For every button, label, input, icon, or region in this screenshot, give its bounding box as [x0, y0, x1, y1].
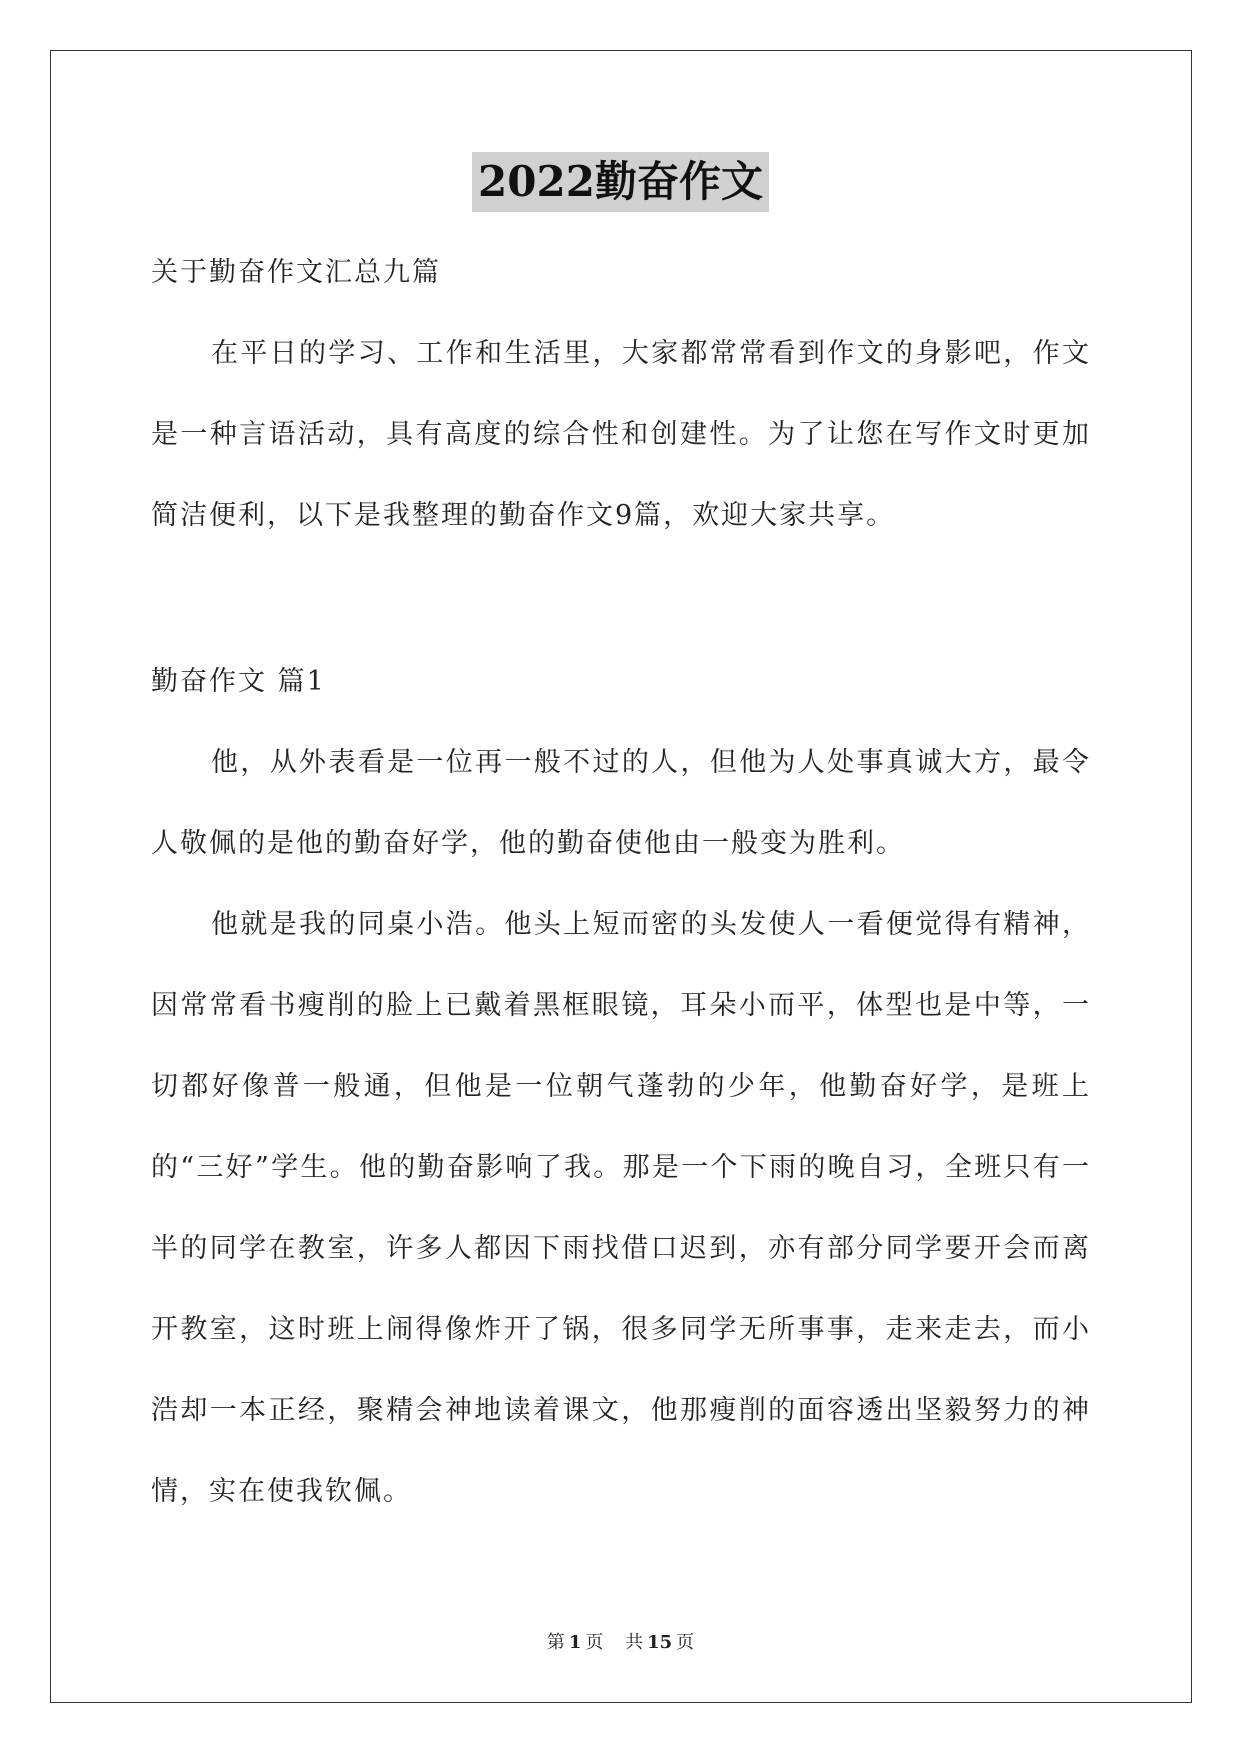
document-subtitle: 关于勤奋作文汇总九篇 — [151, 257, 441, 288]
total-label-prefix: 共 — [625, 1632, 644, 1653]
intro-paragraph: 在平日的学习、工作和生活里，大家都常常看到作文的身影吧，作文是一种言语活动，具有高度的综合性和创建性。为了让您在写作文时更加简洁便利，以下是我整理的勤奋作文9篇，欢迎大家共享。 — [151, 338, 1091, 531]
document-body — [151, 232, 1091, 1532]
document-title: 2022勤奋作文 — [472, 152, 769, 212]
page-indicator — [543, 1632, 608, 1653]
title-container — [0, 152, 1241, 212]
page-label-suffix: 页 — [585, 1632, 604, 1653]
section-heading: 勤奋作文 篇1 — [151, 666, 326, 697]
page-label-prefix: 第 — [546, 1632, 565, 1653]
body-paragraph: 他就是我的同桌小浩。他头上短而密的头发使人一看便觉得有精神，因常常看书瘦削的脸上已戴着黑框眼镜，耳朵小而平，体型也是中等，一切都好像普一般通，但他是一位朝气蓬勃的少年，他勤奋好学，是班上的“三好”学生。他的勤奋影响了我。那是一个下雨的晚自习，全班只有一半的同学在教室，许多人都因下雨找借口迟到，亦有部分同学要开会而离开教室，这时班上闹得像炸开了锅，很多同学无所事事，走来走去，而小浩却一本正经，聚精会神地读着课文，他那瘦削的面容透出坚毅努力的神情，实在使我钦佩。 — [151, 909, 1091, 1507]
total-indicator — [621, 1632, 698, 1653]
page-footer — [0, 1628, 1241, 1654]
total-pages: 15 — [647, 1632, 673, 1653]
body-paragraph: 他，从外表看是一位再一般不过的人，但他为人处事真诚大方，最令人敬佩的是他的勤奋好学，他的勤奋使他由一般变为胜利。 — [151, 747, 1091, 859]
page-number: 1 — [568, 1632, 582, 1653]
total-label-suffix: 页 — [676, 1632, 695, 1653]
section-spacer — [151, 556, 1091, 641]
